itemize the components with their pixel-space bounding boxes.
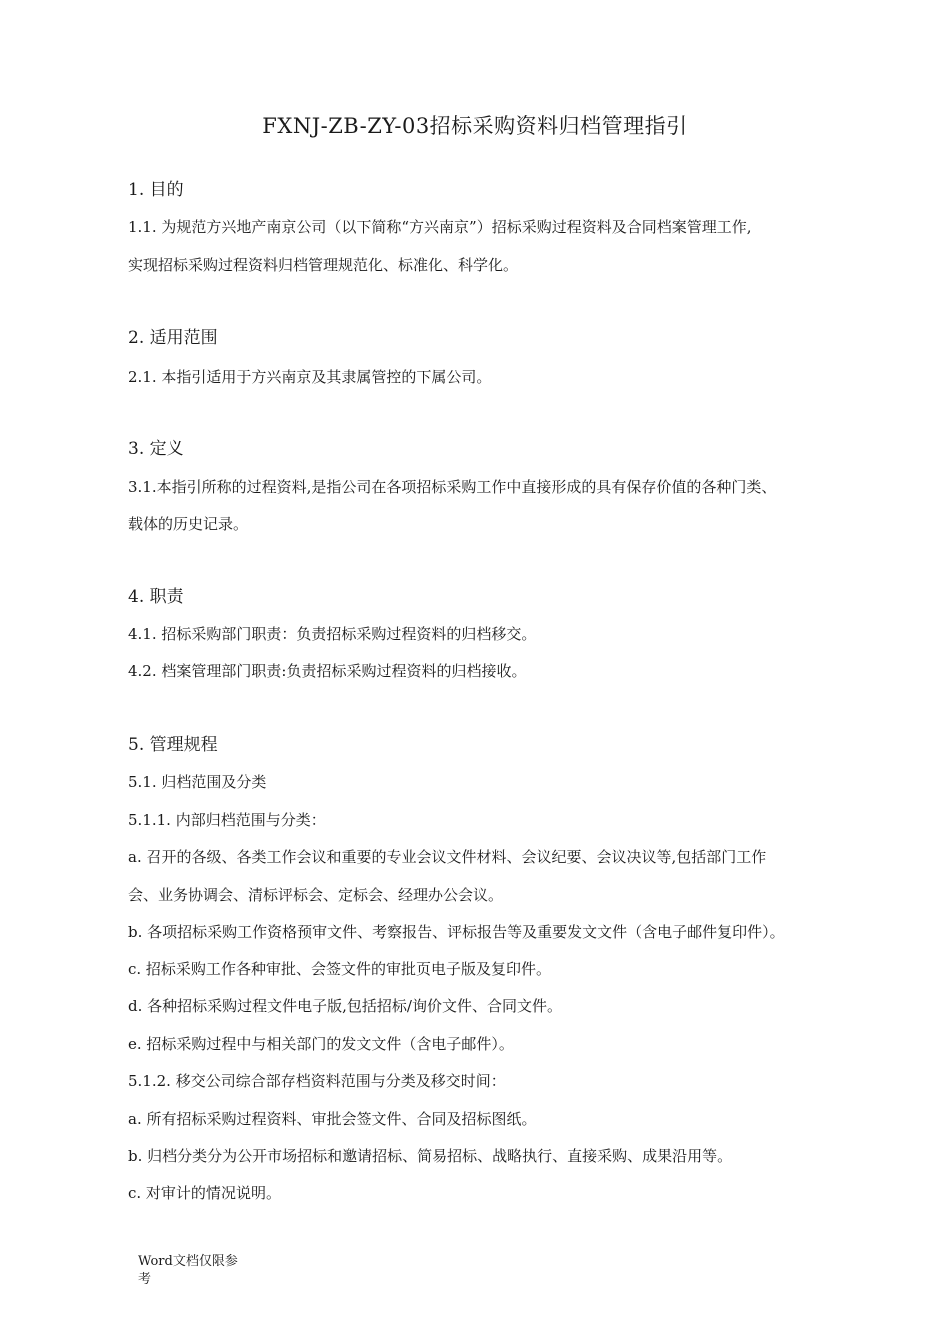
paragraph-1-1-cont: 实现招标采购过程资料归档管理规范化、标准化、科学化。 (128, 256, 519, 274)
paragraph-5-1-1: 5.1.1. 内部归档范围与分类： (128, 811, 326, 829)
section-heading-procedures: 5. 管理规程 (128, 735, 218, 755)
paragraph-4-2: 4.2. 档案管理部门职责:负责招标采购过程资料的归档接收。 (128, 662, 527, 680)
section-heading-duties: 4. 职责 (128, 587, 184, 607)
list-item-a-cont: 会、业务协调会、清标评标会、定标会、经理办公会议。 (128, 886, 504, 904)
list-item-d: d. 各种招标采购过程文件电子版,包括招标/询价文件、合同文件。 (128, 997, 562, 1015)
document-title: FXNJ-ZB-ZY-03招标采购资料归档管理指引 (262, 114, 688, 138)
paragraph-2-1: 2.1. 本指引适用于方兴南京及其隶属管控的下属公司。 (128, 368, 492, 386)
footer-note: Word文档仅限参考 (138, 1254, 238, 1287)
paragraph-5-1: 5.1. 归档范围及分类 (128, 773, 267, 791)
list-item-c-2: c. 对审计的情况说明。 (128, 1184, 281, 1202)
list-item-a: a. 召开的各级、各类工作会议和重要的专业会议文件材料、会议纪要、会议决议等,包括部门工作 (128, 848, 767, 866)
section-heading-scope: 2. 适用范围 (128, 328, 218, 348)
paragraph-1-1: 1.1. 为规范方兴地产南京公司（以下简称“方兴南京”）招标采购过程资料及合同档案管理工作, (128, 218, 752, 236)
paragraph-4-1: 4.1. 招标采购部门职责：负责招标采购过程资料的归档移交。 (128, 625, 537, 643)
list-item-a-2: a. 所有招标采购过程资料、审批会签文件、合同及招标图纸。 (128, 1110, 537, 1128)
list-item-c: c. 招标采购工作各种审批、会签文件的审批页电子版及复印件。 (128, 960, 551, 978)
section-heading-purpose: 1. 目的 (128, 180, 184, 200)
paragraph-5-1-2: 5.1.2. 移交公司综合部存档资料范围与分类及移交时间： (128, 1072, 506, 1090)
list-item-b: b. 各项招标采购工作资格预审文件、考察报告、评标报告等及重要发文文件（含电子邮件复印件）。 (128, 923, 785, 941)
list-item-e: e. 招标采购过程中与相关部门的发文文件（含电子邮件）。 (128, 1035, 514, 1053)
paragraph-3-1-cont: 载体的历史记录。 (128, 515, 249, 533)
list-item-b-2: b. 归档分类分为公开市场招标和邀请招标、简易招标、战略执行、直接采购、成果沿用等。 (128, 1147, 733, 1165)
section-heading-definition: 3. 定义 (128, 439, 184, 459)
paragraph-3-1: 3.1.本指引所称的过程资料,是指公司在各项招标采购工作中直接形成的具有保存价值的各种门类、 (128, 478, 777, 496)
